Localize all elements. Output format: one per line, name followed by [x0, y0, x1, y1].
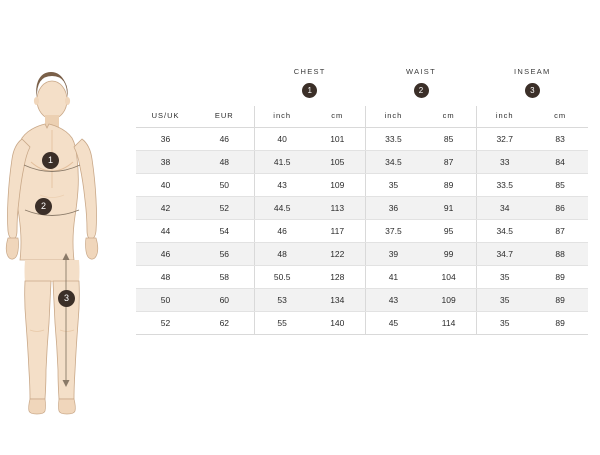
- cell-chest-cm: 134: [310, 289, 366, 312]
- ear-right: [65, 97, 70, 105]
- group-label-waist: WAIST: [406, 67, 436, 76]
- header-waist-cm: cm: [421, 106, 477, 128]
- foot-left: [29, 399, 46, 414]
- cell-waist-inch: 41: [365, 266, 421, 289]
- cell-waist-inch: 39: [365, 243, 421, 266]
- cell-chest-inch: 41.5: [254, 151, 310, 174]
- cell-us-uk: 50: [136, 289, 195, 312]
- cell-waist-cm: 109: [421, 289, 477, 312]
- cell-chest-inch: 46: [254, 220, 310, 243]
- marker-badge-inseam: 3: [58, 290, 75, 307]
- cell-waist-inch: 33.5: [365, 128, 421, 151]
- cell-inseam-inch: 33: [477, 151, 533, 174]
- table-row: [136, 220, 588, 243]
- table-row: [136, 128, 588, 151]
- group-badge-chest-cell: [254, 79, 365, 106]
- table-row: [136, 197, 588, 220]
- cell-waist-cm: 91: [421, 197, 477, 220]
- hand-left: [6, 238, 18, 259]
- cell-eur: 56: [195, 243, 254, 266]
- size-chart-table-wrapper: [136, 62, 588, 335]
- cell-waist-cm: 114: [421, 312, 477, 335]
- cell-eur: 54: [195, 220, 254, 243]
- cell-chest-inch: 40: [254, 128, 310, 151]
- cell-waist-inch: 43: [365, 289, 421, 312]
- cell-waist-cm: 104: [421, 266, 477, 289]
- cell-inseam-inch: 35: [477, 312, 533, 335]
- marker-badge-waist: 2: [35, 198, 52, 215]
- cell-us-uk: 42: [136, 197, 195, 220]
- cell-waist-inch: 34.5: [365, 151, 421, 174]
- cell-inseam-inch: 34.7: [477, 243, 533, 266]
- badge-waist: 2: [414, 83, 429, 98]
- table-row: [136, 266, 588, 289]
- cell-eur: 52: [195, 197, 254, 220]
- cell-chest-inch: 43: [254, 174, 310, 197]
- hip-shape: [25, 260, 80, 282]
- cell-inseam-cm: 83: [532, 128, 588, 151]
- cell-us-uk: 44: [136, 220, 195, 243]
- cell-waist-cm: 89: [421, 174, 477, 197]
- size-chart-body: [136, 128, 588, 335]
- size-chart-table: [136, 62, 588, 335]
- cell-waist-cm: 99: [421, 243, 477, 266]
- cell-chest-cm: 105: [310, 151, 366, 174]
- header-inseam-inch: inch: [477, 106, 533, 128]
- group-label-inseam: INSEAM: [514, 67, 551, 76]
- cell-inseam-cm: 89: [532, 289, 588, 312]
- cell-inseam-cm: 85: [532, 174, 588, 197]
- header-eur: EUR: [195, 106, 254, 128]
- cell-waist-inch: 35: [365, 174, 421, 197]
- body-illustration: [0, 0, 130, 450]
- group-badge-inseam-cell: [477, 79, 588, 106]
- cell-chest-cm: 109: [310, 174, 366, 197]
- table-row: [136, 289, 588, 312]
- cell-us-uk: 38: [136, 151, 195, 174]
- marker-badge-chest: 1: [42, 152, 59, 169]
- header-inseam-cm: cm: [532, 106, 588, 128]
- table-row: [136, 243, 588, 266]
- cell-inseam-cm: 87: [532, 220, 588, 243]
- cell-chest-cm: 122: [310, 243, 366, 266]
- leg-left: [25, 281, 51, 399]
- cell-us-uk: 48: [136, 266, 195, 289]
- header-chest-inch: inch: [254, 106, 310, 128]
- foot-right: [59, 399, 76, 414]
- cell-chest-cm: 101: [310, 128, 366, 151]
- cell-waist-cm: 85: [421, 128, 477, 151]
- cell-inseam-cm: 88: [532, 243, 588, 266]
- cell-inseam-inch: 32.7: [477, 128, 533, 151]
- cell-eur: 48: [195, 151, 254, 174]
- cell-chest-inch: 50.5: [254, 266, 310, 289]
- cell-eur: 58: [195, 266, 254, 289]
- column-header-row: [136, 106, 588, 128]
- badge-chest: 1: [302, 83, 317, 98]
- cell-waist-inch: 36: [365, 197, 421, 220]
- cell-eur: 60: [195, 289, 254, 312]
- cell-eur: 46: [195, 128, 254, 151]
- cell-chest-inch: 53: [254, 289, 310, 312]
- cell-inseam-cm: 86: [532, 197, 588, 220]
- group-badge-row: [136, 79, 588, 106]
- cell-chest-cm: 113: [310, 197, 366, 220]
- cell-waist-cm: 87: [421, 151, 477, 174]
- cell-inseam-inch: 33.5: [477, 174, 533, 197]
- cell-chest-inch: 44.5: [254, 197, 310, 220]
- cell-waist-inch: 45: [365, 312, 421, 335]
- cell-inseam-inch: 35: [477, 289, 533, 312]
- cell-inseam-cm: 84: [532, 151, 588, 174]
- cell-inseam-inch: 34: [477, 197, 533, 220]
- cell-inseam-inch: 35: [477, 266, 533, 289]
- group-label-chest: CHEST: [293, 67, 326, 76]
- cell-us-uk: 52: [136, 312, 195, 335]
- badge-inseam: 3: [525, 83, 540, 98]
- cell-inseam-inch: 34.5: [477, 220, 533, 243]
- table-row: [136, 174, 588, 197]
- male-body-svg: [0, 0, 130, 450]
- cell-us-uk: 40: [136, 174, 195, 197]
- cell-eur: 62: [195, 312, 254, 335]
- group-badge-waist-cell: [365, 79, 476, 106]
- cell-chest-inch: 55: [254, 312, 310, 335]
- group-label-sizes: [136, 62, 254, 79]
- cell-chest-cm: 117: [310, 220, 366, 243]
- cell-waist-cm: 95: [421, 220, 477, 243]
- table-row: [136, 312, 588, 335]
- cell-inseam-cm: 89: [532, 266, 588, 289]
- cell-chest-inch: 48: [254, 243, 310, 266]
- header-chest-cm: cm: [310, 106, 366, 128]
- header-waist-inch: inch: [365, 106, 421, 128]
- cell-us-uk: 46: [136, 243, 195, 266]
- table-row: [136, 151, 588, 174]
- cell-chest-cm: 140: [310, 312, 366, 335]
- head-shape: [37, 81, 67, 119]
- cell-inseam-cm: 89: [532, 312, 588, 335]
- cell-eur: 50: [195, 174, 254, 197]
- group-header-row: [136, 62, 588, 79]
- cell-us-uk: 36: [136, 128, 195, 151]
- group-badge-sizes-empty: [136, 79, 254, 106]
- ear-left: [34, 97, 39, 105]
- cell-waist-inch: 37.5: [365, 220, 421, 243]
- hand-right: [86, 238, 98, 259]
- cell-chest-cm: 128: [310, 266, 366, 289]
- header-us-uk: US/UK: [136, 106, 195, 128]
